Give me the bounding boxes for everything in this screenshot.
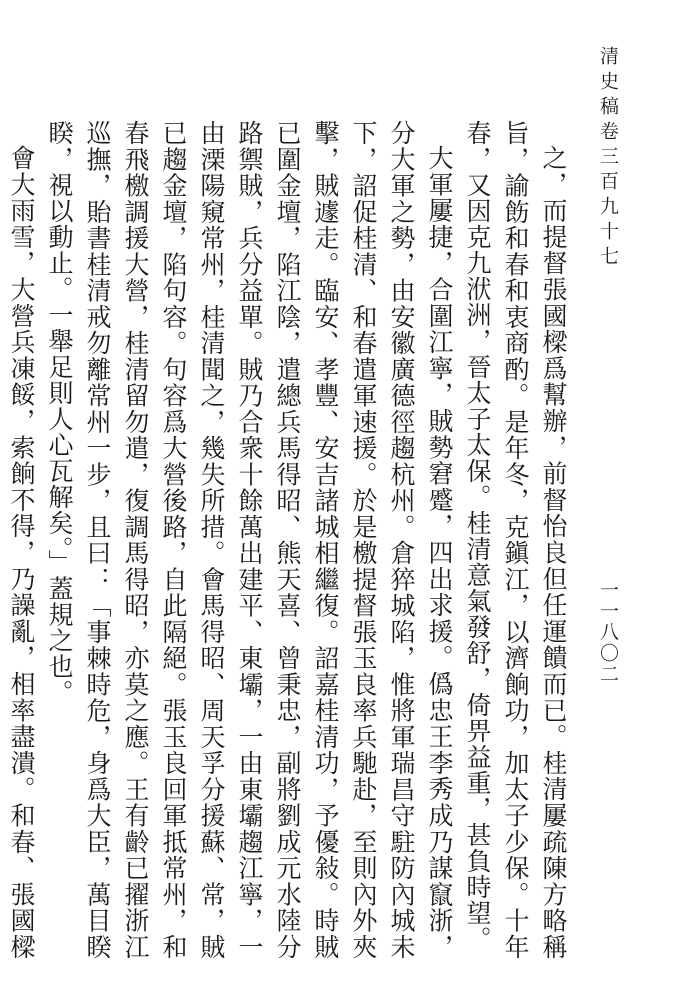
main-text [7, 120, 572, 960]
paragraph: 之，而提督張國樑爲幫辦，前督怡良但任運饋而已。桂清屢疏陳方略稱旨，諭飭和春和衷商酌。是年冬，克鎭江，以濟餉功，加太子少保。十年春，又因克九洑洲，晉太子太保。桂清意氣發舒，倚畀益重，甚負時望。 [463, 120, 568, 960]
page-number: 一一八〇二 [597, 580, 619, 685]
running-head: 清史稿卷三百九十七 [597, 46, 619, 271]
paragraph: 會大雨雪，大營兵凍餒，索餉不得，乃譟亂，相率盡潰。和春、張國樑 [7, 145, 36, 960]
paragraph: 大軍屢捷，合圍江寧，賊勢窘蹙，四出求援。僞忠王李秀成乃謀竄浙，分大軍之勢，由安徽廣德徑趨杭州。倉猝城陷，惟將軍瑞昌守駐防內城未下，詔促桂清、和春遣軍速援。於是檄提督張玉良率兵馳赴，至則內外夾擊，賊遽走。臨安、孝豐、安吉諸城相繼復。詔嘉桂清功，予優敍。時賊已圍金壇，陷江陰，遣總兵馬得昭、熊天喜、曾秉忠，副將劉成元水陸分路禦賊，兵分益單。賊乃合衆十餘萬出建平、東壩，一由東壩趨江寧，一由溧陽窺常州，桂清聞之，幾失所措。會馬得昭、周天孚分援蘇、常，賊已趨金壇，陷句容。句容爲大營後路，自此隔絕。張玉良回軍抵常州，和春飛檄調援大營，桂清留勿遣，復調馬得昭，亦莫之應。王有齡已擢浙江巡撫，貽書桂清戒勿離常州一步，且曰：「事棘時危，身爲大臣，萬目睽睽，視以動止。一舉足則人心瓦解矣。」蓋規之也。 [45, 120, 454, 960]
